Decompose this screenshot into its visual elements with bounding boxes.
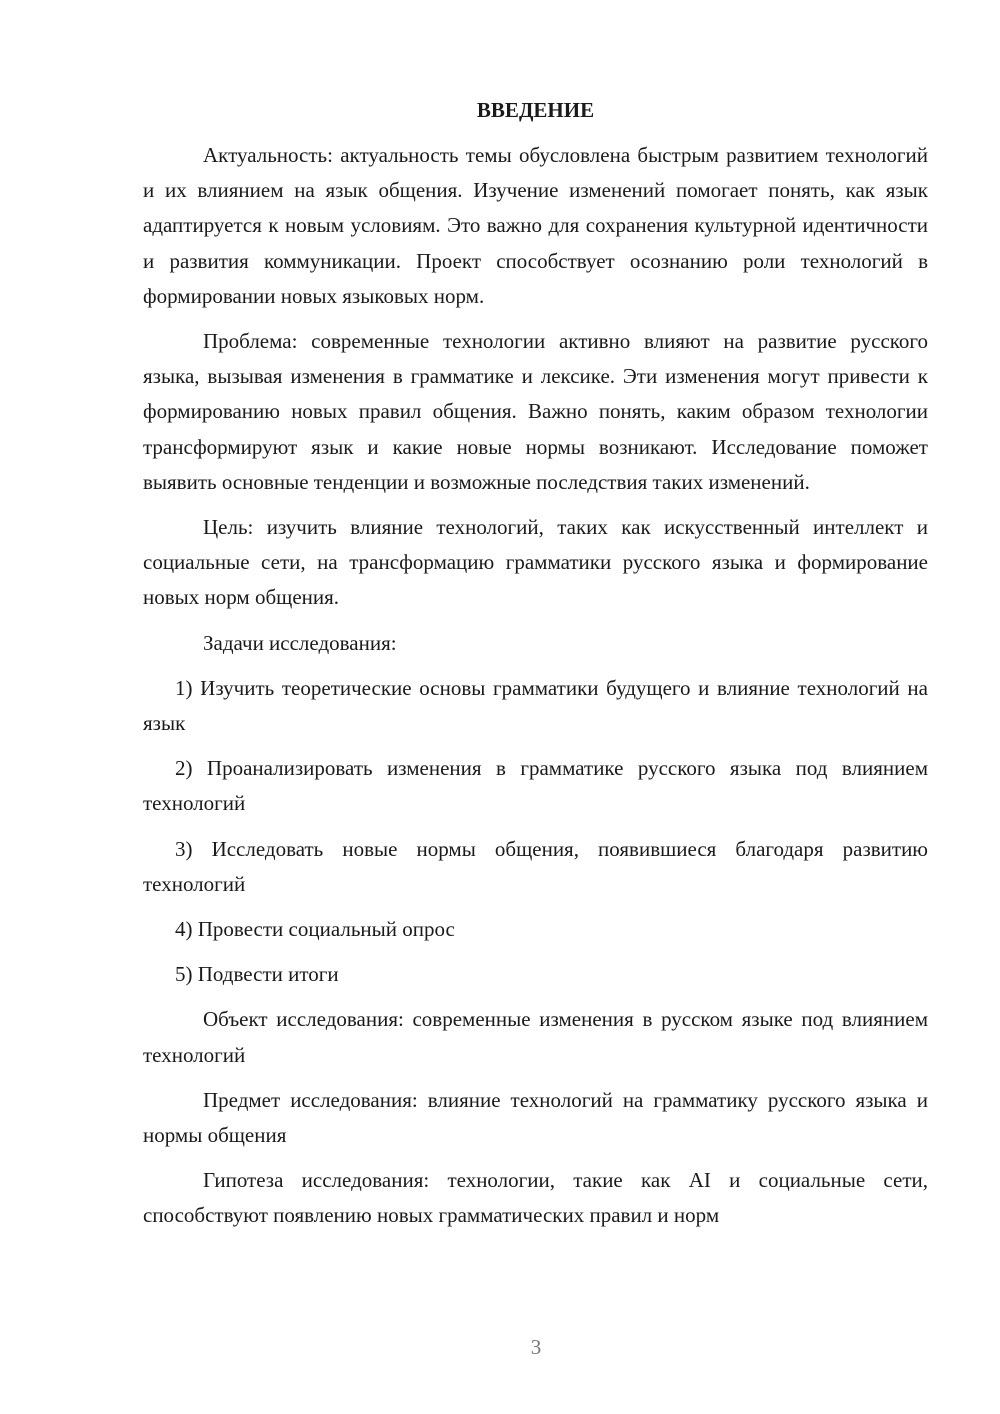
problem-paragraph: Проблема: современные технологии активно влияют на развитие русского языка, вызывая изменения в грамматике и лексике. Эти изменения могут привести к формированию новых правил общения. Важно понять, каким образом технологии трансформируют язык и какие новые нормы возникают. Исследование поможет выявить основные тенденции и возможные последствия таких изменений. — [143, 329, 928, 494]
subject-paragraph: Предмет исследования: влияние технологий на грамматику русского языка и нормы общения — [143, 1087, 928, 1148]
task-item-3: 3) Исследовать новые нормы общения, появившиеся благодаря развитию технологий — [143, 836, 928, 896]
hypothesis-paragraph: Гипотеза исследования: технологии, такие как AI и социальные сети, способствуют появлению новых грамматических правил и норм — [143, 1168, 928, 1228]
task-item-2: 2) Проанализировать изменения в грамматике русского языка под влиянием технологий — [143, 756, 928, 816]
task-item-5: 5) Подвести итоги — [175, 962, 339, 987]
tasks-heading: Задачи исследования: — [203, 630, 397, 655]
document-page — [143, 92, 928, 1244]
goal-paragraph: Цель: изучить влияние технологий, таких как искусственный интеллект и социальные сети, на трансформацию грамматики русского языка и формирование новых норм общения. — [143, 515, 928, 610]
relevance-paragraph: Актуальность: актуальность темы обусловлена быстрым развитием технологий и их влиянием на язык общения. Изучение изменений помогает понять, как язык адаптируется к новым условиям. Это важно для сохранения культурной идентичности и развития коммуникации. Проект способствует осознанию роли технологий в формировании новых языковых норм. — [143, 143, 928, 308]
page-number: 3 — [530, 1335, 542, 1359]
page-title: ВВЕДЕНИЕ — [476, 98, 595, 122]
task-item-4: 4) Провести социальный опрос — [175, 917, 455, 942]
object-paragraph: Объект исследования: современные изменения в русском языке под влиянием технологий — [143, 1007, 928, 1067]
task-item-1: 1) Изучить теоретические основы грамматики будущего и влияние технологий на язык — [143, 675, 928, 736]
